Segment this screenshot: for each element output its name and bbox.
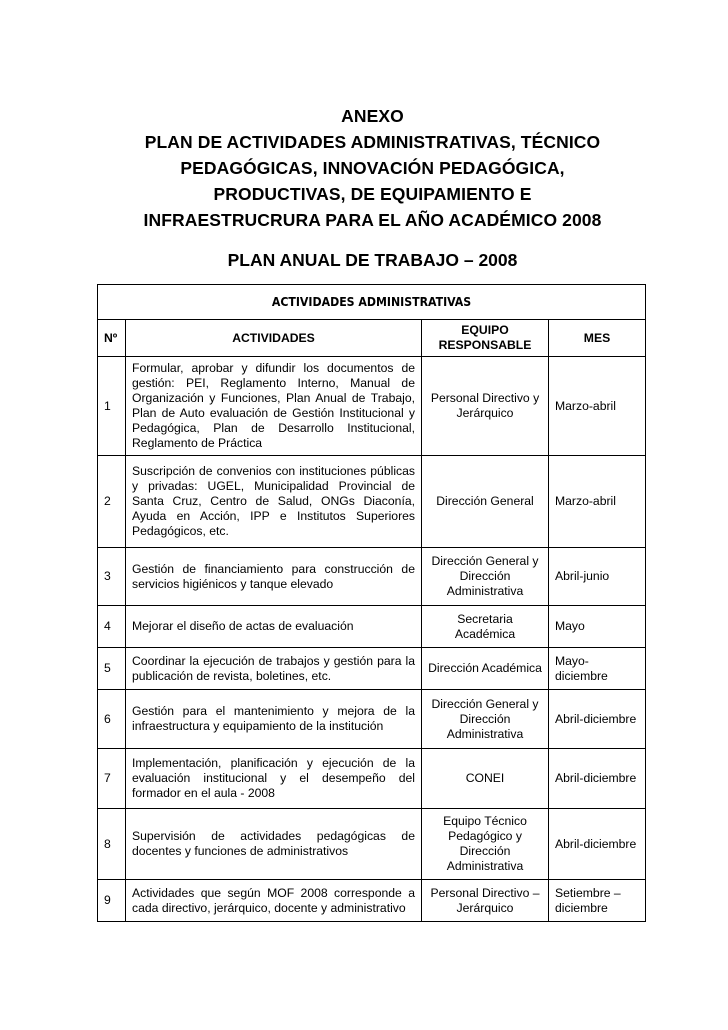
document-title bbox=[100, 103, 645, 233]
title-line-4: PRODUCTIVAS, DE EQUIPAMIENTO E bbox=[213, 184, 532, 204]
activities-table bbox=[97, 284, 646, 922]
table-row bbox=[98, 648, 646, 690]
row-month: Marzo-abril bbox=[549, 357, 646, 456]
row-activity: Mejorar el diseño de actas de evaluación bbox=[126, 606, 422, 648]
row-month: Abril-junio bbox=[549, 548, 646, 606]
row-responsible: Dirección General y Dirección Administrativa bbox=[422, 548, 549, 606]
table-row bbox=[98, 456, 646, 548]
row-activity: Coordinar la ejecución de trabajos y gestión para la publicación de revista, boletines, etc. bbox=[126, 648, 422, 690]
row-number: 4 bbox=[98, 606, 126, 648]
row-activity: Supervisión de actividades pedagógicas de docentes y funciones de administrativos bbox=[126, 809, 422, 880]
table-row bbox=[98, 690, 646, 749]
table-row bbox=[98, 548, 646, 606]
row-number: 7 bbox=[98, 749, 126, 809]
row-activity: Gestión para el mantenimiento y mejora de la infraestructura y equipamiento de la institución bbox=[126, 690, 422, 749]
plan-subtitle: PLAN ANUAL DE TRABAJO – 2008 bbox=[227, 250, 518, 270]
row-month: Mayo bbox=[549, 606, 646, 648]
row-responsible: CONEI bbox=[422, 749, 549, 809]
table-row bbox=[98, 749, 646, 809]
row-responsible: Equipo Técnico Pedagógico y Dirección Administrativa bbox=[422, 809, 549, 880]
title-line-3: PEDAGÓGICAS, INNOVACIÓN PEDAGÓGICA, bbox=[180, 158, 565, 178]
row-month: Setiembre – diciembre bbox=[549, 880, 646, 922]
row-number: 1 bbox=[98, 357, 126, 456]
row-responsible: Dirección General y Dirección Administrativa bbox=[422, 690, 549, 749]
row-activity: Gestión de financiamiento para construcción de servicios higiénicos y tanque elevado bbox=[126, 548, 422, 606]
row-number: 3 bbox=[98, 548, 126, 606]
column-header-responsible: EQUIPO RESPONSABLE bbox=[422, 320, 549, 357]
table-row bbox=[98, 880, 646, 922]
row-number: 9 bbox=[98, 880, 126, 922]
row-activity: Suscripción de convenios con instituciones públicas y privadas: UGEL, Municipalidad Provincial de Santa Cruz, Centro de Salud, ONGs Diaconía, Ayuda en Acción, IPP e Institutos Superiores Pedagógicos, etc. bbox=[126, 456, 422, 548]
row-month: Abril-diciembre bbox=[549, 749, 646, 809]
section-title: ACTIVIDADES ADMINISTRATIVAS bbox=[98, 285, 646, 320]
title-line-5: INFRAESTRUCRURA PARA EL AÑO ACADÉMICO 2008 bbox=[143, 210, 602, 230]
row-responsible: Personal Directivo – Jerárquico bbox=[422, 880, 549, 922]
table-row bbox=[98, 606, 646, 648]
row-month: Marzo-abril bbox=[549, 456, 646, 548]
row-responsible: Secretaria Académica bbox=[422, 606, 549, 648]
row-number: 6 bbox=[98, 690, 126, 749]
row-month: Abril-diciembre bbox=[549, 809, 646, 880]
table-row bbox=[98, 357, 646, 456]
table-body bbox=[98, 357, 646, 922]
row-activity: Implementación, planificación y ejecución de la evaluación institucional y el desempeño del formador en el aula - 2008 bbox=[126, 749, 422, 809]
row-month: Abril-diciembre bbox=[549, 690, 646, 749]
row-activity: Formular, aprobar y difundir los documentos de gestión: PEI, Reglamento Interno, Manual de Organización y Funciones, Plan Anual de Trabajo, Plan de Auto evaluación de Gestión Institucional y Pedagógica, Plan de Desarrollo Institucional, Reglamento de Práctica bbox=[126, 357, 422, 456]
row-number: 8 bbox=[98, 809, 126, 880]
row-responsible: Personal Directivo y Jerárquico bbox=[422, 357, 549, 456]
column-header-month: MES bbox=[549, 320, 646, 357]
table-row bbox=[98, 809, 646, 880]
title-line-1: ANEXO bbox=[341, 106, 404, 126]
column-header-number: Nº bbox=[98, 320, 126, 357]
row-month: Mayo-diciembre bbox=[549, 648, 646, 690]
row-number: 5 bbox=[98, 648, 126, 690]
column-header-activities: ACTIVIDADES bbox=[126, 320, 422, 357]
row-activity: Actividades que según MOF 2008 corresponde a cada directivo, jerárquico, docente y administrativo bbox=[126, 880, 422, 922]
row-responsible: Dirección Académica bbox=[422, 648, 549, 690]
title-line-2: PLAN DE ACTIVIDADES ADMINISTRATIVAS, TÉCNICO bbox=[144, 132, 601, 152]
row-number: 2 bbox=[98, 456, 126, 548]
row-responsible: Dirección General bbox=[422, 456, 549, 548]
